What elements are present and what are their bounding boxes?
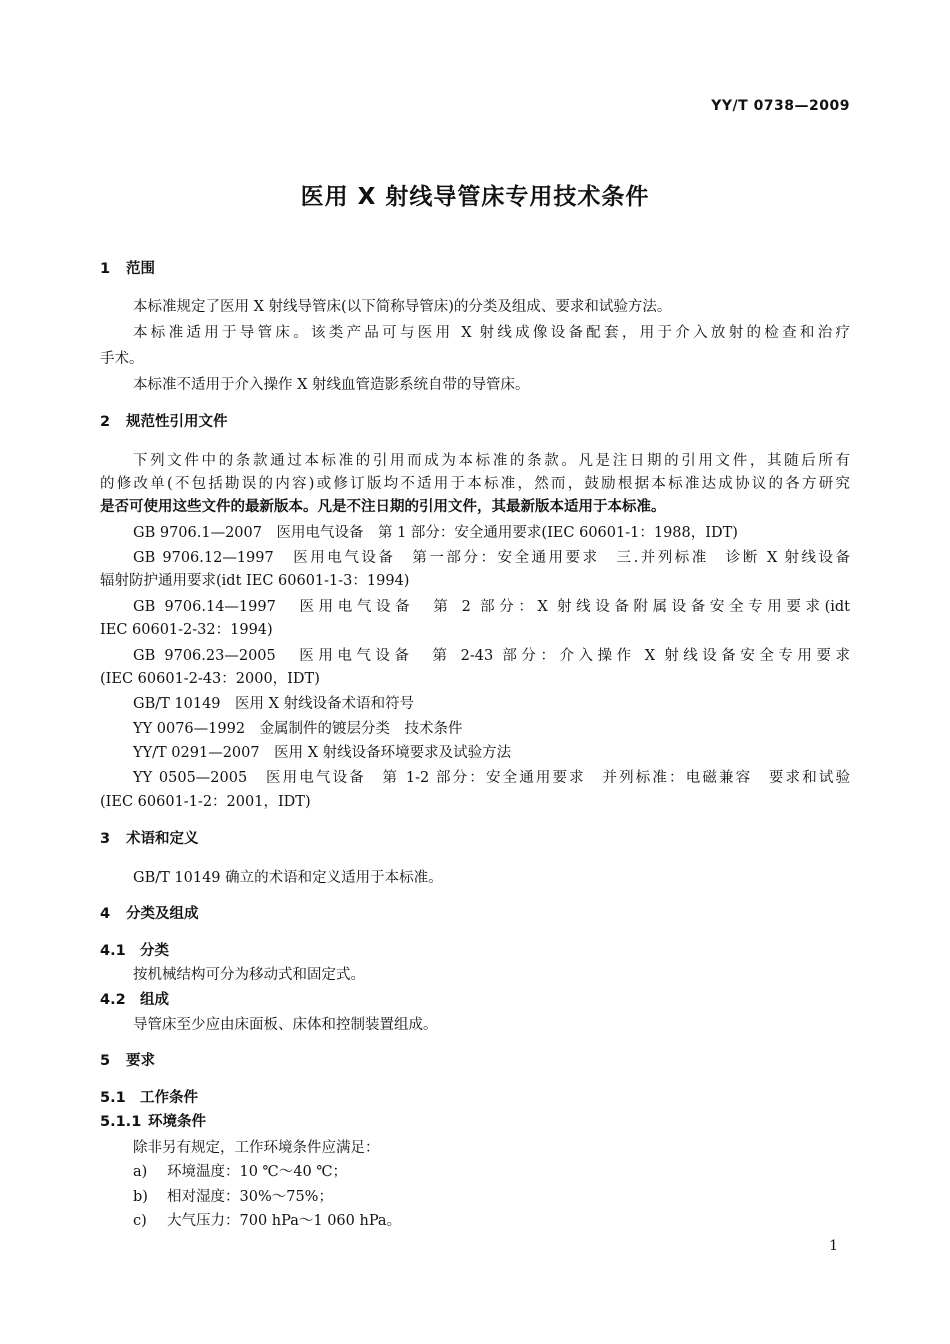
section-title: 术语和定义 [126, 831, 199, 847]
subsection-4-1-heading [100, 941, 169, 961]
list-marker: a) [133, 1164, 148, 1180]
paragraph-cont: 的修改单(不包括勘误的内容)或修订版均不适用于本标准，然而，鼓励根据本标准达成协议的各方研究 [100, 476, 850, 492]
reference-item: GB 9706.1—2007 医用电气设备 第 1 部分：安全通用要求(IEC 60601-1：1988，IDT) [133, 525, 738, 541]
section-title: 工作条件 [140, 1090, 198, 1106]
section-title: 范围 [126, 261, 155, 277]
list-text: 大气压力：700 hPa～1 060 hPa。 [167, 1213, 402, 1229]
section-number: 5.1 [100, 1090, 126, 1106]
section-number: 5.1.1 [100, 1114, 142, 1130]
section-title: 规范性引用文件 [126, 414, 228, 430]
section-title: 环境条件 [148, 1114, 206, 1130]
list-text: 相对湿度：30%～75%； [167, 1189, 333, 1205]
reference-item-cont: 辐射防护通用要求(idt IEC 60601-1-3：1994) [100, 573, 410, 589]
section-title: 分类 [140, 943, 169, 959]
subsection-5-1-heading [100, 1088, 198, 1108]
section-number: 2 [100, 414, 111, 430]
subsection-5-1-1-heading [100, 1112, 206, 1132]
paragraph: 本标准规定了医用 X 射线导管床(以下简称导管床)的分类及组成、要求和试验方法。 [133, 299, 672, 315]
section-title: 要求 [126, 1053, 155, 1069]
paragraph: 导管床至少应由床面板、床体和控制装置组成。 [133, 1017, 438, 1033]
reference-item: YY 0076—1992 金属制件的镀层分类 技术条件 [133, 721, 463, 737]
reference-item: GB/T 10149 医用 X 射线设备术语和符号 [133, 696, 415, 712]
paragraph-cont: 是否可使用这些文件的最新版本。凡是不注日期的引用文件，其最新版本适用于本标准。 [100, 498, 666, 515]
section-title: 组成 [140, 992, 169, 1008]
paragraph: 下列文件中的条款通过本标准的引用而成为本标准的条款。凡是注日期的引用文件，其随后所有 [133, 453, 850, 469]
paragraph-cont: 手术。 [100, 351, 144, 367]
list-marker: c) [133, 1213, 147, 1229]
reference-item-cont: (IEC 60601-2-43：2000，IDT) [100, 671, 320, 687]
list-marker: b) [133, 1189, 148, 1205]
section-number: 3 [100, 831, 111, 847]
paragraph: 除非另有规定，工作环境条件应满足： [133, 1140, 380, 1156]
reference-item: GB 9706.23—2005 医用电气设备 第 2-43 部分：介入操作 X 射线设备安全专用要求 [133, 648, 850, 664]
list-text: 环境温度：10 ℃～40 ℃； [167, 1164, 348, 1180]
list-item [133, 1162, 347, 1182]
reference-item-cont: IEC 60601-2-32：1994) [100, 622, 273, 638]
document-title: 医用 X 射线导管床专用技术条件 [300, 184, 650, 210]
paragraph: GB/T 10149 确立的术语和定义适用于本标准。 [133, 870, 443, 886]
list-item [133, 1211, 401, 1231]
reference-item: GB 9706.12—1997 医用电气设备 第一部分：安全通用要求 三.并列标准 诊断 X 射线设备 [133, 550, 850, 566]
paragraph: 本标准适用于导管床。该类产品可与医用 X 射线成像设备配套，用于介入放射的检查和治疗 [133, 325, 850, 341]
reference-item: YY/T 0291—2007 医用 X 射线设备环境要求及试验方法 [133, 745, 512, 761]
section-number: 4 [100, 906, 111, 922]
standard-code: YY/T 0738—2009 [711, 98, 850, 114]
section-2-heading [100, 412, 228, 432]
paragraph: 本标准不适用于介入操作 X 射线血管造影系统自带的导管床。 [133, 377, 530, 393]
section-4-heading [100, 904, 199, 924]
subsection-4-2-heading [100, 990, 169, 1010]
section-number: 1 [100, 261, 111, 277]
paragraph: 按机械结构可分为移动式和固定式。 [133, 967, 365, 983]
page-number: 1 [829, 1238, 838, 1254]
section-3-heading [100, 829, 199, 849]
section-number: 4.1 [100, 943, 126, 959]
section-title: 分类及组成 [126, 906, 199, 922]
section-1-heading [100, 259, 155, 279]
section-5-heading [100, 1051, 155, 1071]
reference-item: YY 0505—2005 医用电气设备 第 1-2 部分：安全通用要求 并列标准：电磁兼容 要求和试验 [133, 770, 850, 786]
section-number: 4.2 [100, 992, 126, 1008]
reference-item: GB 9706.14—1997 医用电气设备 第 2 部分：X 射线设备附属设备安全专用要求(idt [133, 599, 850, 615]
section-number: 5 [100, 1053, 111, 1069]
list-item [133, 1187, 333, 1207]
reference-item-cont: (IEC 60601-1-2：2001，IDT) [100, 794, 311, 810]
